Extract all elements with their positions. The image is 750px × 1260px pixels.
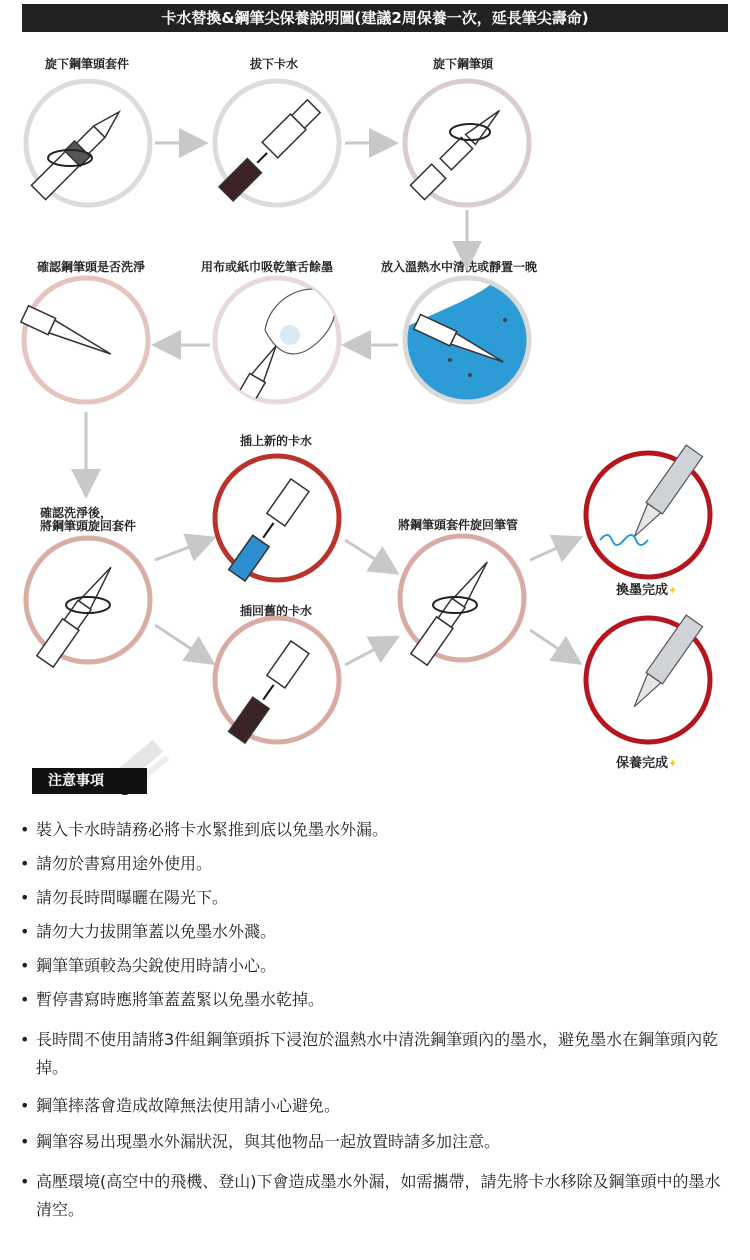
step-circle-new-cartridge [215, 456, 339, 582]
sparkle-icon: ✦ [668, 757, 678, 770]
step-label-blot-ink: 用布或紙巾吸乾筆舌餘墨 [201, 260, 334, 274]
notice-item: • 請勿於書寫用途外使用。 [18, 852, 733, 876]
step-label-soak-warm-water: 放入溫熱水中清洗或靜置一晚 [381, 260, 538, 274]
result-label-ink-changed: 換墨完成✦ [616, 583, 678, 598]
step-label-unscrew-nib-unit: 旋下鋼筆頭套件 [45, 57, 130, 71]
step-label-check-clean: 確認鋼筆頭是否洗淨 [37, 260, 146, 274]
sparkle-icon: ✦ [668, 584, 678, 597]
notice-item: • 高壓環境(高空中的飛機、登山)下會造成墨水外漏，如需攜帶，請先將卡水移除及鋼筆頭中的墨水清空。 [18, 1168, 733, 1224]
notice-item: • 暫停書寫時應將筆蓋蓋緊以免墨水乾掉。 [18, 988, 733, 1012]
step-circle-soak [400, 278, 540, 420]
step-label-unscrew-nib: 旋下鋼筆頭 [433, 57, 494, 71]
notice-item: • 裝入卡水時請務必將卡水緊推到底以免墨水外漏。 [18, 818, 733, 842]
step-label-insert-new-cartridge: 插上新的卡水 [240, 434, 313, 448]
step-circle-blot [215, 278, 339, 421]
step-circle-remove-cartridge [215, 81, 339, 205]
step-circle-old-cartridge [215, 618, 339, 744]
notice-list [18, 812, 733, 1224]
step-label-remove-cartridge: 拔下卡水 [250, 57, 299, 71]
notice-item: • 長時間不使用請將3件組鋼筆頭拆下浸泡於溫熱水中清洗鋼筆頭內的墨水，避免墨水在鋼筆頭內乾掉。 [18, 1026, 733, 1082]
step-label-reassemble-line2: 將鋼筆頭旋回套件 [40, 519, 137, 533]
page-title: 卡水替換&鋼筆尖保養說明圖(建議2周保養一次，延長筆尖壽命) [22, 4, 728, 32]
notice-item: • 鋼筆容易出現墨水外漏狀況，與其他物品一起放置時請多加注意。 [18, 1130, 733, 1154]
step-circle-unscrew-nib-unit [26, 81, 150, 205]
step-circle-reassemble [26, 538, 150, 667]
result-circle-maintenance-done [586, 615, 710, 742]
result-label-maintenance-done: 保養完成✦ [616, 756, 678, 771]
notice-item: • 請勿長時間曝曬在陽光下。 [18, 886, 733, 910]
notice-heading: 注意事項 [32, 768, 147, 794]
notice-item: • 鋼筆筆頭較為尖銳使用時請小心。 [18, 954, 733, 978]
step-circle-unscrew-nib [405, 81, 529, 205]
step-circle-screw-back [400, 536, 524, 665]
result-circle-ink-changed [586, 445, 710, 577]
step-circle-check-clean [21, 278, 148, 402]
notice-item: • 鋼筆摔落會造成故障無法使用請小心避免。 [18, 1094, 733, 1118]
notice-item: • 請勿大力拔開筆蓋以免墨水外濺。 [18, 920, 733, 944]
step-label-reassemble-line1: 確認洗淨後， [40, 506, 113, 520]
step-label-screw-back: 將鋼筆頭套件旋回筆管 [398, 518, 519, 532]
step-label-insert-old-cartridge: 插回舊的卡水 [240, 604, 313, 618]
